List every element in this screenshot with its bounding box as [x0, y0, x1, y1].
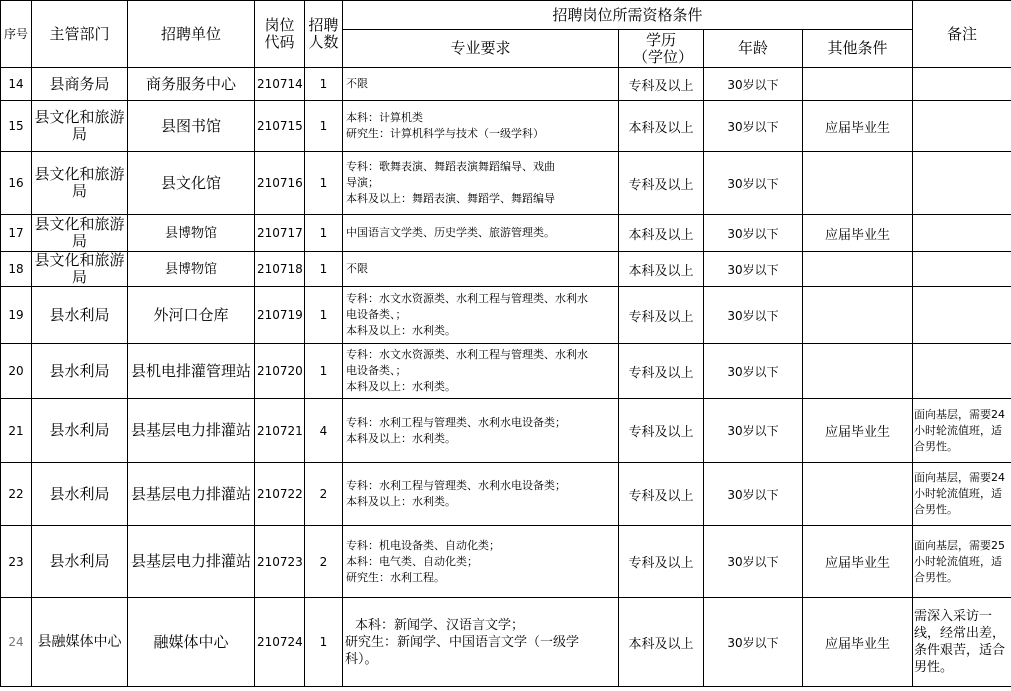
- cell-education: 专科及以上: [619, 463, 704, 526]
- cell-other: 应届毕业生: [803, 215, 913, 252]
- cell-note: [913, 215, 1011, 252]
- cell-other: [803, 252, 913, 287]
- cell-age: 30岁以下: [704, 344, 803, 399]
- header-age: 年龄: [704, 30, 803, 68]
- cell-other: [803, 152, 913, 215]
- header-note: 备注: [913, 1, 1011, 68]
- cell-code: 210716: [255, 152, 305, 215]
- cell-age: 30岁以下: [704, 463, 803, 526]
- cell-unit: 县博物馆: [128, 215, 255, 252]
- cell-count: 2: [305, 463, 343, 526]
- cell-note: [913, 287, 1011, 344]
- cell-code: 210720: [255, 344, 305, 399]
- cell-age: 30岁以下: [704, 215, 803, 252]
- cell-education: 本科及以上: [619, 252, 704, 287]
- cell-major: 专科：水文水资源类、水利工程与管理类、水利水 电设备类、； 本科及以上：水利类。: [343, 287, 619, 344]
- table-row: [1, 101, 1011, 152]
- table-row: [1, 598, 1011, 687]
- cell-major: 专科：机电设备类、自动化类； 本科：电气类、自动化类； 研究生：水利工程。: [343, 526, 619, 598]
- cell-count: 1: [305, 68, 343, 101]
- table-row: [1, 463, 1011, 526]
- table-row: [1, 252, 1011, 287]
- table-row: [1, 152, 1011, 215]
- cell-dept: 县文化和旅游局: [32, 215, 128, 252]
- cell-seq: 21: [1, 399, 32, 463]
- cell-dept: 县文化和旅游局: [32, 101, 128, 152]
- header-education: 学历（学位）: [619, 30, 704, 68]
- cell-major: 中国语言文学类、历史学类、旅游管理类。: [343, 215, 619, 252]
- cell-dept: 县水利局: [32, 287, 128, 344]
- cell-count: 1: [305, 101, 343, 152]
- cell-dept: 县水利局: [32, 344, 128, 399]
- cell-age: 30岁以下: [704, 598, 803, 687]
- cell-major: 本科：新闻学、汉语言文学； 研究生：新闻学、中国语言文学（一级学 科）。: [343, 598, 619, 687]
- cell-note: [913, 101, 1011, 152]
- cell-unit: 商务服务中心: [128, 68, 255, 101]
- cell-count: 2: [305, 526, 343, 598]
- header-unit: 招聘单位: [128, 1, 255, 68]
- cell-other: [803, 68, 913, 101]
- cell-age: 30岁以下: [704, 152, 803, 215]
- cell-seq: 15: [1, 101, 32, 152]
- header-major: 专业要求: [343, 30, 619, 68]
- table-row: [1, 526, 1011, 598]
- cell-major: 专科：水利工程与管理类、水利水电设备类； 本科及以上：水利类。: [343, 463, 619, 526]
- cell-dept: 县水利局: [32, 399, 128, 463]
- cell-dept: 县文化和旅游局: [32, 252, 128, 287]
- cell-note: [913, 68, 1011, 101]
- cell-seq: 24: [1, 598, 32, 687]
- cell-education: 本科及以上: [619, 598, 704, 687]
- cell-education: 专科及以上: [619, 344, 704, 399]
- cell-seq: 14: [1, 68, 32, 101]
- cell-other: 应届毕业生: [803, 598, 913, 687]
- cell-note: 面向基层，需要24小时轮流值班，适合男性。: [913, 399, 1011, 463]
- cell-unit: 县博物馆: [128, 252, 255, 287]
- cell-note: [913, 152, 1011, 215]
- cell-seq: 19: [1, 287, 32, 344]
- cell-count: 1: [305, 215, 343, 252]
- header-dept: 主管部门: [32, 1, 128, 68]
- cell-unit: 县图书馆: [128, 101, 255, 152]
- cell-age: 30岁以下: [704, 68, 803, 101]
- table-row: [1, 215, 1011, 252]
- cell-dept: 县融媒体中心: [32, 598, 128, 687]
- cell-other: 应届毕业生: [803, 101, 913, 152]
- cell-code: 210717: [255, 215, 305, 252]
- table-row: [1, 68, 1011, 101]
- cell-seq: 23: [1, 526, 32, 598]
- cell-note: 面向基层，需要25小时轮流值班，适合男性。: [913, 526, 1011, 598]
- cell-major: 本科：计算机类 研究生：计算机科学与技术（一级学科）: [343, 101, 619, 152]
- cell-seq: 16: [1, 152, 32, 215]
- cell-major: 不限: [343, 68, 619, 101]
- table-row: [1, 344, 1011, 399]
- cell-education: 本科及以上: [619, 101, 704, 152]
- cell-note: [913, 252, 1011, 287]
- cell-age: 30岁以下: [704, 101, 803, 152]
- cell-code: 210723: [255, 526, 305, 598]
- header-count: 招聘人数: [305, 1, 343, 68]
- cell-education: 专科及以上: [619, 152, 704, 215]
- cell-count: 4: [305, 399, 343, 463]
- cell-other: 应届毕业生: [803, 526, 913, 598]
- cell-seq: 20: [1, 344, 32, 399]
- cell-unit: 县基层电力排灌站: [128, 399, 255, 463]
- cell-age: 30岁以下: [704, 526, 803, 598]
- cell-unit: 县基层电力排灌站: [128, 526, 255, 598]
- cell-age: 30岁以下: [704, 287, 803, 344]
- cell-unit: 县机电排灌管理站: [128, 344, 255, 399]
- header-code: 岗位代码: [255, 1, 305, 68]
- cell-major: 专科：水文水资源类、水利工程与管理类、水利水 电设备类、； 本科及以上：水利类。: [343, 344, 619, 399]
- cell-unit: 融媒体中心: [128, 598, 255, 687]
- cell-code: 210724: [255, 598, 305, 687]
- header-other: 其他条件: [803, 30, 913, 68]
- cell-major: 专科：歌舞表演、舞蹈表演舞蹈编导、戏曲 导演； 本科及以上：舞蹈表演、舞蹈学、舞蹈编导: [343, 152, 619, 215]
- cell-code: 210721: [255, 399, 305, 463]
- cell-age: 30岁以下: [704, 252, 803, 287]
- cell-dept: 县商务局: [32, 68, 128, 101]
- cell-count: 1: [305, 598, 343, 687]
- cell-unit: 外河口仓库: [128, 287, 255, 344]
- cell-note: 面向基层，需要24小时轮流值班，适合男性。: [913, 463, 1011, 526]
- header-conditions: 招聘岗位所需资格条件: [343, 1, 913, 30]
- header-seq: 序号: [1, 1, 32, 68]
- cell-other: [803, 287, 913, 344]
- cell-other: 应届毕业生: [803, 399, 913, 463]
- cell-unit: 县文化馆: [128, 152, 255, 215]
- cell-major: 不限: [343, 252, 619, 287]
- cell-other: [803, 344, 913, 399]
- cell-dept: 县文化和旅游局: [32, 152, 128, 215]
- cell-code: 210715: [255, 101, 305, 152]
- cell-code: 210722: [255, 463, 305, 526]
- table-row: [1, 399, 1011, 463]
- table-row: [1, 287, 1011, 344]
- cell-age: 30岁以下: [704, 399, 803, 463]
- cell-note: [913, 344, 1011, 399]
- cell-code: 210718: [255, 252, 305, 287]
- cell-code: 210714: [255, 68, 305, 101]
- cell-note: 需深入采访一线，经常出差，条件艰苦，适合男性。: [913, 598, 1011, 687]
- cell-seq: 18: [1, 252, 32, 287]
- cell-education: 专科及以上: [619, 68, 704, 101]
- cell-dept: 县水利局: [32, 526, 128, 598]
- cell-education: 专科及以上: [619, 287, 704, 344]
- cell-count: 1: [305, 287, 343, 344]
- cell-education: 本科及以上: [619, 215, 704, 252]
- cell-seq: 17: [1, 215, 32, 252]
- cell-code: 210719: [255, 287, 305, 344]
- cell-seq: 22: [1, 463, 32, 526]
- cell-count: 1: [305, 252, 343, 287]
- cell-count: 1: [305, 344, 343, 399]
- cell-unit: 县基层电力排灌站: [128, 463, 255, 526]
- cell-major: 专科：水利工程与管理类、水利水电设备类； 本科及以上：水利类。: [343, 399, 619, 463]
- cell-dept: 县水利局: [32, 463, 128, 526]
- cell-count: 1: [305, 152, 343, 215]
- cell-education: 专科及以上: [619, 399, 704, 463]
- cell-other: [803, 463, 913, 526]
- cell-education: 专科及以上: [619, 526, 704, 598]
